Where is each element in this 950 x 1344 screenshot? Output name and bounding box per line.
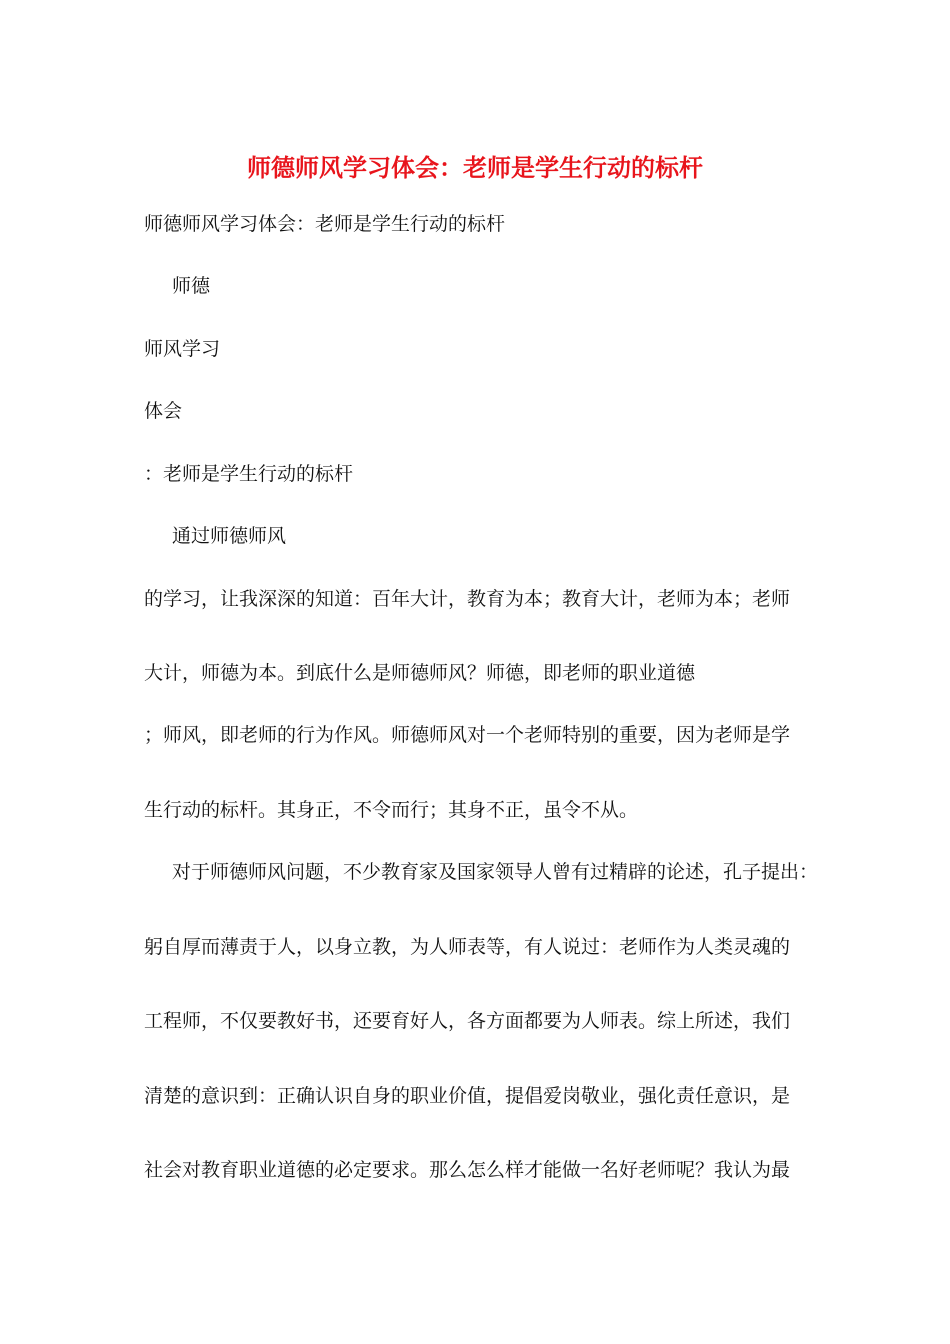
body-line: 清楚的意识到：正确认识自身的职业价值，提倡爱岗敬业，强化责任意识，是 — [144, 1085, 791, 1107]
body-line: 师风学习 — [144, 338, 221, 360]
paragraph-start-line: 对于师德师风问题，不少教育家及国家领导人曾有过精辟的论述，孔子提出： — [172, 861, 819, 883]
body-line: 体会 — [144, 400, 183, 422]
body-line: 师德 — [172, 275, 211, 297]
body-line: 社会对教育职业道德的必定要求。那么怎么样才能做一名好老师呢？我认为最 — [144, 1159, 791, 1181]
body-line: 工程师，不仅要教好书，还要育好人，各方面都要为人师表。综上所述，我们 — [144, 1010, 791, 1032]
body-line: 大计，师德为本。到底什么是师德师风？师德，即老师的职业道德 — [144, 662, 696, 684]
body-line: ；师风，即老师的行为作风。师德师风对一个老师特别的重要，因为老师是学 — [144, 724, 791, 746]
paragraph-start-line: 通过师德师风 — [172, 525, 287, 547]
document-title: 师德师风学习体会：老师是学生行动的标杆 — [247, 154, 703, 182]
body-line: 生行动的标杆。其身正，不令而行；其身不正，虽令不从。 — [144, 799, 639, 821]
body-line: ：老师是学生行动的标杆 — [144, 463, 354, 485]
subtitle-line: 师德师风学习体会：老师是学生行动的标杆 — [144, 213, 506, 235]
body-line: 躬自厚而薄责于人，以身立教，为人师表等，有人说过：老师作为人类灵魂的 — [144, 936, 791, 958]
body-line: 的学习，让我深深的知道：百年大计，教育为本；教育大计，老师为本；老师 — [144, 588, 791, 610]
